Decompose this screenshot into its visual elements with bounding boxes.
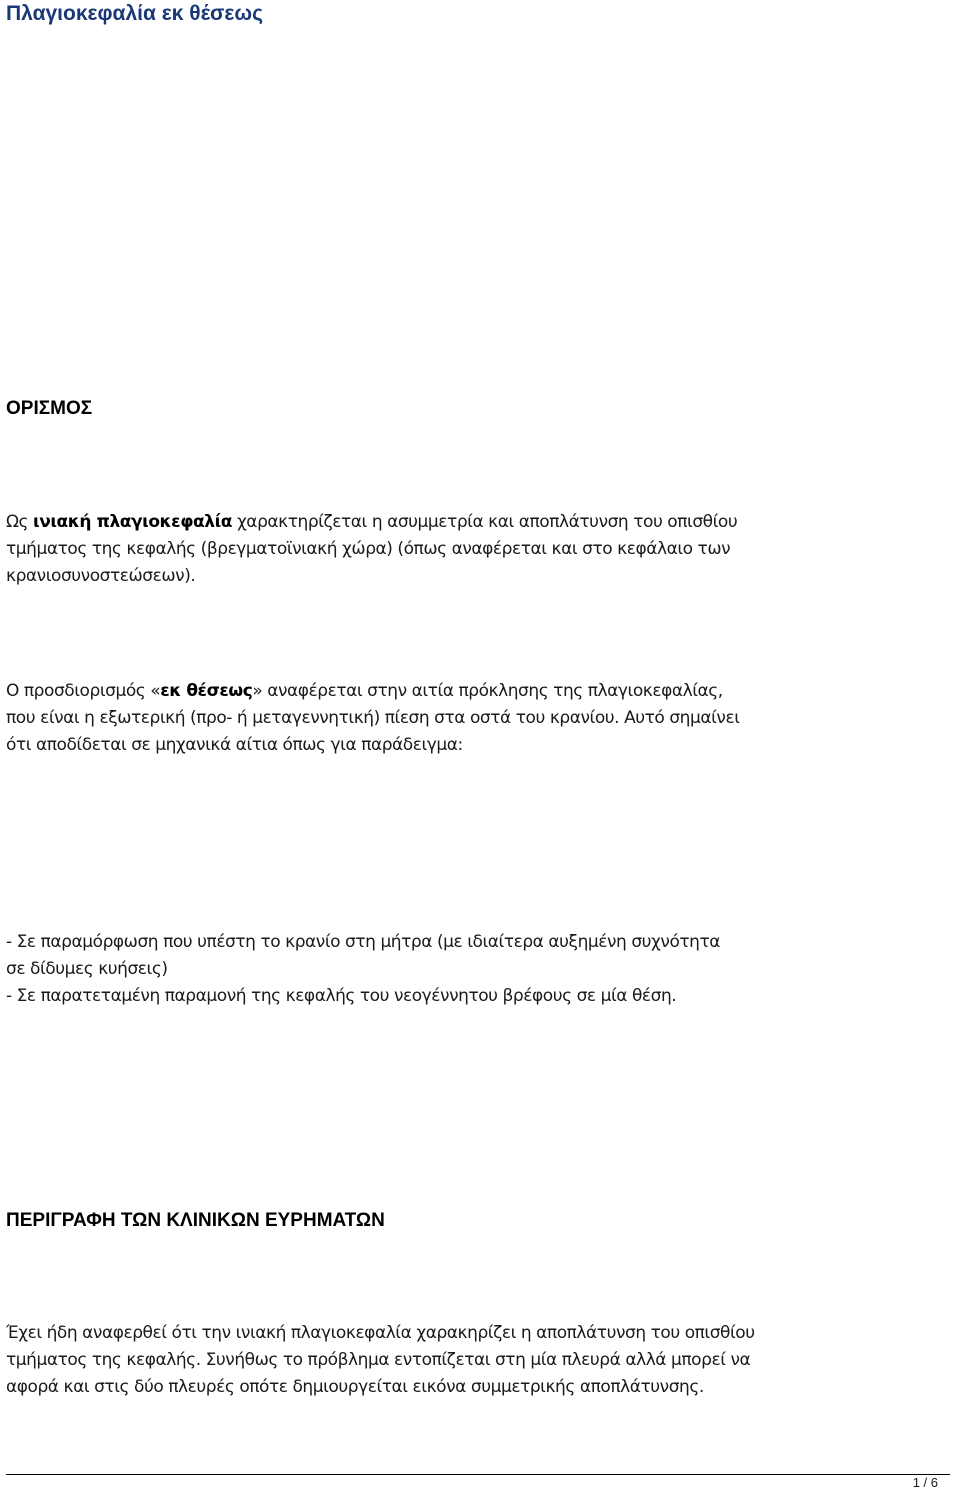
paragraph-line: τμήματος της κεφαλής (βρεγματοϊνιακή χώρα) (όπως αναφέρεται και στο κεφάλαιο των [6, 539, 731, 559]
paragraph-line: ότι αποδίδεται σε μηχανικά αίτια όπως για παράδειγμα: [6, 735, 463, 755]
paragraph-line: Έχει ήδη αναφερθεί ότι την ινιακή πλαγιοκεφαλία χαρακηρίζει η αποπλάτυνση του οπισθίου [6, 1323, 755, 1343]
page-title: Πλαγιοκεφαλία εκ θέσεως [6, 2, 264, 25]
bold-term: εκ θέσεως [160, 681, 253, 701]
clinical-findings-paragraph [6, 1320, 952, 1401]
paragraph-line: που είναι η εξωτερική (προ- ή μεταγεννητική) πίεση στα οστά του κρανίου. Αυτό σημαίνει [6, 708, 740, 728]
definition-paragraph-2 [6, 678, 952, 759]
page-number: 1 / 6 [912, 1475, 938, 1490]
section-heading-clinical-findings: ΠΕΡΙΓΡΑΦΗ ΤΩΝ ΚΛΙΝΙΚΩΝ ΕΥΡΗΜΑΤΩΝ [6, 1210, 385, 1231]
list-item: - Σε παραμόρφωση που υπέστη το κρανίο στη μήτρα (με ιδιαίτερα αυξημένη συχνότητα [6, 932, 721, 952]
paragraph-line: κρανιοσυνοστεώσεων). [6, 566, 196, 586]
cause-list [6, 929, 952, 1010]
text-run: » αναφέρεται στην αιτία πρόκλησης της πλαγιοκεφαλίας, [252, 681, 723, 701]
text-run: χαρακτηρίζεται η ασυμμετρία και αποπλάτυνση του οπισθίου [231, 512, 738, 532]
list-item-continuation: σε δίδυμες κυήσεις) [6, 959, 168, 979]
bold-term: ινιακή πλαγιοκεφαλία [33, 512, 232, 532]
footer-divider [6, 1474, 950, 1475]
paragraph-line [6, 678, 952, 705]
paragraph-line: τμήματος της κεφαλής. Συνήθως το πρόβλημα εντοπίζεται στη μία πλευρά αλλά μπορεί να [6, 1350, 751, 1370]
paragraph-line [6, 509, 952, 536]
text-run: Ο προσδιορισμός « [6, 681, 161, 701]
list-item: - Σε παρατεταμένη παραμονή της κεφαλής του νεογέννητου βρέφους σε μία θέση. [6, 986, 677, 1006]
paragraph-line: αφορά και στις δύο πλευρές οπότε δημιουργείται εικόνα συμμετρικής αποπλάτυνσης. [6, 1377, 704, 1397]
section-heading-definition: ΟΡΙΣΜΟΣ [6, 398, 93, 419]
definition-paragraph-1 [6, 509, 952, 590]
text-run: Ως [6, 512, 34, 532]
